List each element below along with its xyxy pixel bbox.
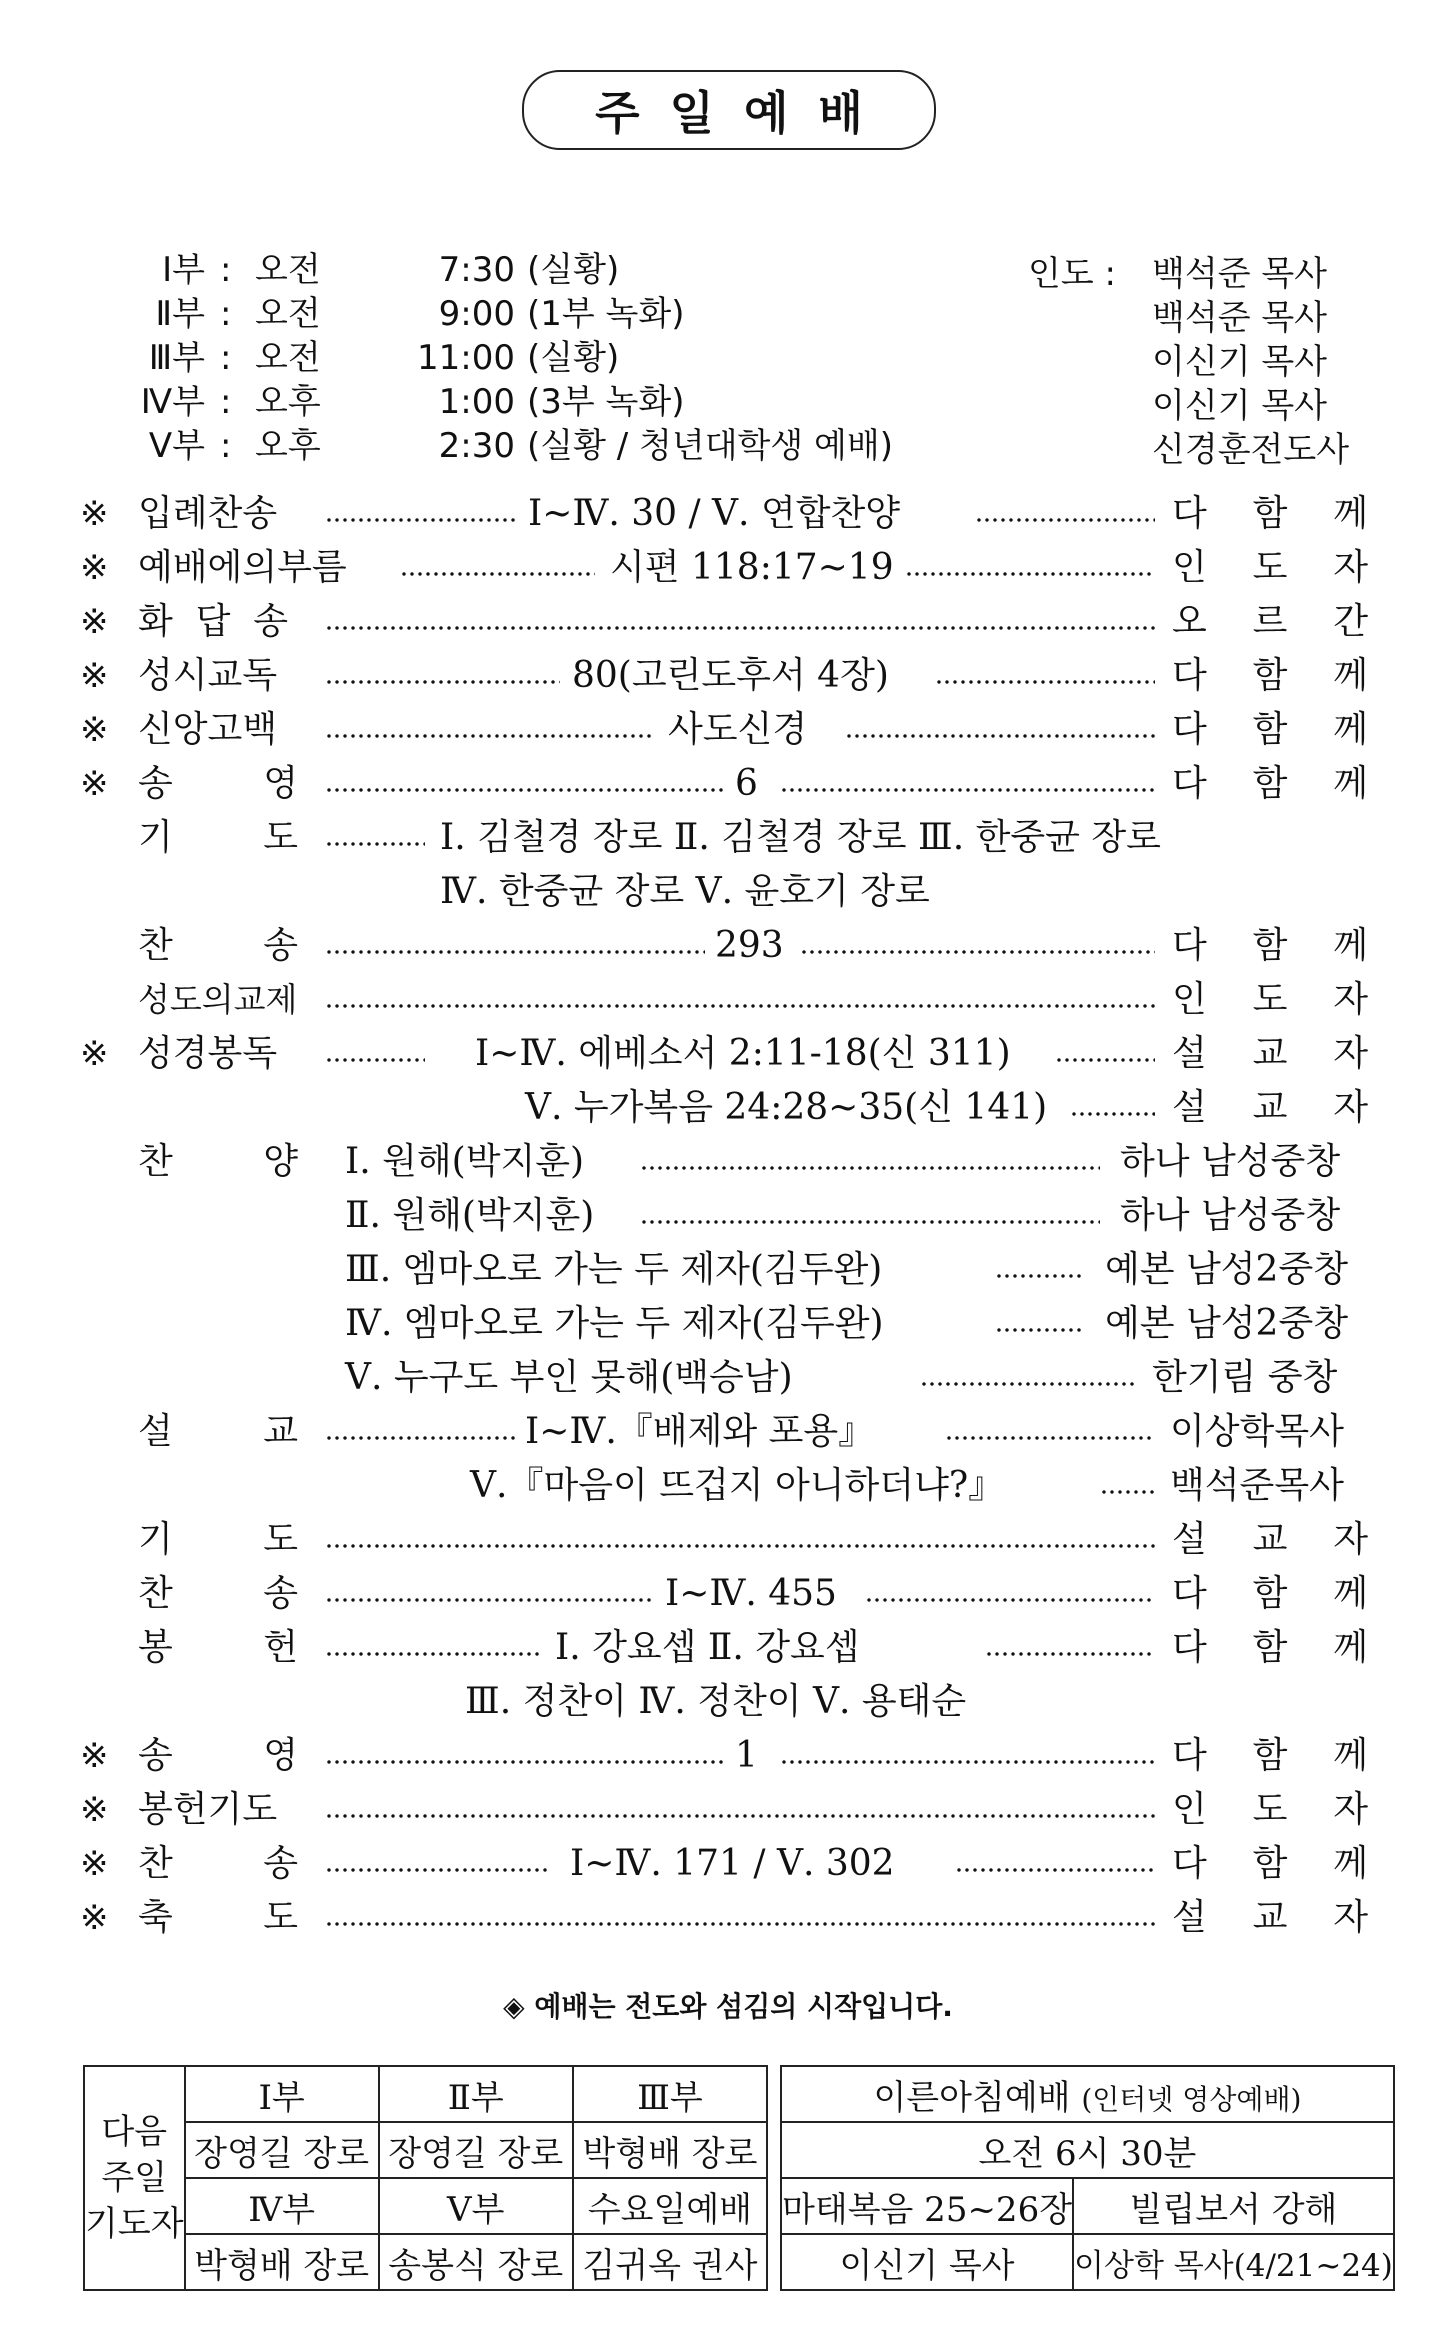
- order-row: [0, 1891, 1456, 1945]
- order-row: [0, 973, 1456, 1027]
- morning-title-note: (인터넷 영상예배): [1081, 2082, 1302, 2116]
- order-content: 6: [735, 763, 758, 804]
- leader-dots: [325, 1621, 540, 1675]
- order-row-continuation: [0, 1459, 1456, 1513]
- leader-dots: [325, 919, 705, 973]
- morning-study: 빌립보서 강해: [1073, 2178, 1394, 2234]
- order-label: 입례찬송: [138, 493, 278, 534]
- leader-dots: [985, 1621, 1155, 1675]
- leader-dots: [640, 1189, 1100, 1243]
- leader-dots: [920, 1351, 1135, 1405]
- order-row: [0, 595, 1456, 649]
- order-row: [0, 1027, 1456, 1081]
- leader-dots: [845, 703, 1155, 757]
- order-row-continuation: [0, 1351, 1456, 1405]
- title-box: [522, 70, 936, 150]
- order-person: 인 도 자: [1172, 1789, 1368, 1830]
- service-desc: (3부 녹화): [527, 382, 685, 422]
- order-label: 송 영: [138, 1735, 298, 1776]
- leader-dots: [325, 703, 655, 757]
- anthem-choir: 예본 남성2중창: [1105, 1303, 1349, 1344]
- order-row-continuation: [0, 1243, 1456, 1297]
- order-row: [0, 1567, 1456, 1621]
- leader-dots: [325, 649, 560, 703]
- leader-dots: [945, 1405, 1155, 1459]
- order-content: 사도신경: [668, 709, 808, 750]
- service-ampm: 오후: [255, 382, 321, 422]
- service-time: 7:30: [438, 250, 515, 290]
- leader-dots: [325, 811, 425, 865]
- table-cell: 송봉식 장로: [379, 2234, 573, 2290]
- order-label: 기 도: [138, 817, 298, 858]
- order-row: [0, 1135, 1456, 1189]
- service-part: Ⅳ부: [140, 382, 205, 422]
- order-person: 인 도 자: [1172, 547, 1368, 588]
- morning-title: 이른아침예배: [873, 2077, 1071, 2118]
- leader-name: 백석준 목사: [1152, 254, 1328, 294]
- order-person: 다 함 께: [1172, 1843, 1368, 1884]
- order-label: 예배에의부름: [138, 547, 347, 588]
- leader-dots: [865, 1567, 1155, 1621]
- morning-leader: 이신기 목사: [781, 2234, 1073, 2290]
- anthem-title: Ⅰ. 원해(박지훈): [345, 1141, 585, 1182]
- order-row: [0, 757, 1456, 811]
- leader-dots: [1070, 1081, 1155, 1135]
- service-desc: (실황): [527, 338, 620, 378]
- order-person: 설 교 자: [1172, 1897, 1368, 1938]
- order-person: 설 교 자: [1172, 1519, 1368, 1560]
- order-label: 찬 송: [138, 1573, 298, 1614]
- service-part: Ⅲ부: [148, 338, 205, 378]
- leader-dots: [640, 1135, 1100, 1189]
- order-row: [0, 487, 1456, 541]
- order-label: 찬 양: [138, 1141, 298, 1182]
- order-row-continuation: [0, 1675, 1456, 1729]
- morning-time: 오전 6시 30분: [781, 2122, 1394, 2178]
- anthem-choir: 하나 남성중창: [1120, 1141, 1341, 1182]
- order-person: 다 함 께: [1172, 1627, 1368, 1668]
- service-time: 9:00: [438, 294, 515, 334]
- order-content: 293: [715, 925, 784, 966]
- colon: :: [220, 250, 232, 290]
- leader-dots: [955, 1837, 1155, 1891]
- service-ampm: 오후: [255, 426, 321, 466]
- leader-dots: [325, 1027, 425, 1081]
- order-person: 이상학목사: [1170, 1411, 1344, 1452]
- leader-dots: [995, 1297, 1085, 1351]
- order-content: Ⅰ~Ⅳ. 에베소서 2:11-18(신 311): [475, 1033, 1011, 1074]
- mark-symbol: ※: [80, 494, 109, 534]
- page-title: 주일예배: [595, 86, 893, 140]
- order-label: 화 답 송: [138, 601, 288, 642]
- leader-dots: [325, 1567, 655, 1621]
- anthem-title: Ⅴ. 누구도 부인 못해(백승남): [345, 1357, 793, 1398]
- order-row-continuation: [0, 1081, 1456, 1135]
- order-row-continuation: [0, 1297, 1456, 1351]
- order-content: 1: [735, 1735, 758, 1776]
- order-content: Ⅰ~Ⅳ.『배제와 포용』: [525, 1411, 875, 1452]
- order-content: 80(고린도후서 4장): [572, 655, 889, 696]
- prayer-schedule-table: [83, 2065, 768, 2291]
- service-ampm: 오전: [255, 250, 321, 290]
- order-row: [0, 649, 1456, 703]
- order-row: [0, 1783, 1456, 1837]
- table-cell: 박형배 장로: [573, 2122, 767, 2178]
- order-row: [0, 1837, 1456, 1891]
- order-row: [0, 703, 1456, 757]
- table-header-cell: Ⅰ부: [185, 2066, 379, 2122]
- colon: :: [220, 426, 232, 466]
- service-ampm: 오전: [255, 338, 321, 378]
- leader-dots: [975, 487, 1155, 541]
- order-person: 다 함 께: [1172, 1735, 1368, 1776]
- morning-book: 마태복음 25~26장: [781, 2178, 1073, 2234]
- leader-label: 인도 :: [1028, 254, 1116, 294]
- notice-text: ◈ 예배는 전도와 섬김의 시작입니다.: [503, 1990, 953, 2023]
- leader-dots: [780, 1729, 1155, 1783]
- leader-dots: [905, 541, 1155, 595]
- leader-name: 이신기 목사: [1152, 342, 1328, 382]
- order-row: [0, 1513, 1456, 1567]
- mark-symbol: ※: [80, 548, 109, 588]
- order-person: 설 교 자: [1172, 1033, 1368, 1074]
- colon: :: [220, 294, 232, 334]
- colon: :: [220, 382, 232, 422]
- leader-dots: [325, 1783, 1155, 1837]
- leader-dots: [325, 973, 1155, 1027]
- order-label: 축 도: [138, 1897, 298, 1938]
- order-person: 다 함 께: [1172, 1573, 1368, 1614]
- order-label: 성경봉독: [138, 1033, 278, 1074]
- order-person: 다 함 께: [1172, 925, 1368, 966]
- service-time: 1:00: [438, 382, 515, 422]
- order-row-continuation: [0, 865, 1456, 919]
- leader-name: 이신기 목사: [1152, 386, 1328, 426]
- order-content: Ⅰ. 강요셉 Ⅱ. 강요셉: [555, 1627, 860, 1668]
- leader-dots: [325, 1513, 1155, 1567]
- leader-dots: [400, 541, 595, 595]
- order-person: 다 함 께: [1172, 763, 1368, 804]
- service-desc: (실황 / 청년대학생 예배): [527, 426, 894, 466]
- leader-dots: [325, 1891, 1155, 1945]
- leader-dots: [325, 1405, 515, 1459]
- leader-name: 신경훈전도사: [1152, 430, 1350, 470]
- leader-dots: [935, 649, 1155, 703]
- order-row: [0, 811, 1456, 865]
- morning-leader: 이상학 목사(4/21~24): [1073, 2234, 1394, 2290]
- order-person: 설 교 자: [1172, 1087, 1368, 1128]
- table-header-cell: Ⅲ부: [573, 2066, 767, 2122]
- service-desc: (1부 녹화): [527, 294, 685, 334]
- order-person: 다 함 께: [1172, 655, 1368, 696]
- table-header-cell: 수요일예배: [573, 2178, 767, 2234]
- mark-symbol: ※: [80, 1034, 109, 1074]
- order-label: 송 영: [138, 763, 298, 804]
- order-content: Ⅴ.『마음이 뜨겁지 아니하더냐?』: [470, 1465, 1005, 1506]
- leader-dots: [325, 595, 1155, 649]
- order-person: 오 르 간: [1172, 601, 1368, 642]
- leader-dots: [325, 1837, 550, 1891]
- service-ampm: 오전: [255, 294, 321, 334]
- table-cell: 박형배 장로: [185, 2234, 379, 2290]
- order-person: 다 함 께: [1172, 709, 1368, 750]
- mark-symbol: ※: [80, 710, 109, 750]
- order-label: 기 도: [138, 1519, 298, 1560]
- order-row: [0, 1729, 1456, 1783]
- order-row: [0, 1405, 1456, 1459]
- colon: :: [220, 338, 232, 378]
- table-header-cell: Ⅴ부: [379, 2178, 573, 2234]
- order-row: [0, 1621, 1456, 1675]
- leader-dots: [325, 1729, 725, 1783]
- table-header-cell: Ⅱ부: [379, 2066, 573, 2122]
- order-content: Ⅰ~Ⅳ. 30 / Ⅴ. 연합찬양: [528, 493, 901, 534]
- order-content: Ⅴ. 누가복음 24:28~35(신 141): [525, 1087, 1048, 1128]
- order-content: Ⅳ. 한중균 장로 Ⅴ. 윤호기 장로: [440, 871, 930, 912]
- leader-dots: [325, 487, 515, 541]
- table-cell: 장영길 장로: [185, 2122, 379, 2178]
- leader-dots: [325, 757, 725, 811]
- order-content: Ⅰ~Ⅳ. 455: [665, 1573, 837, 1614]
- table-cell: 김귀옥 권사: [573, 2234, 767, 2290]
- mark-symbol: ※: [80, 602, 109, 642]
- order-content: Ⅰ~Ⅳ. 171 / Ⅴ. 302: [570, 1843, 895, 1884]
- prayer-side-label: 다음 주일 기도자: [84, 2066, 185, 2290]
- mark-symbol: ※: [80, 656, 109, 696]
- leader-dots: [1055, 1027, 1155, 1081]
- anthem-title: Ⅳ. 엠마오로 가는 두 제자(김두완): [345, 1303, 884, 1344]
- mark-symbol: ※: [80, 764, 109, 804]
- order-person: 백석준목사: [1170, 1465, 1344, 1506]
- mark-symbol: ※: [80, 1844, 109, 1884]
- service-part: Ⅴ부: [148, 426, 205, 466]
- order-label: 찬 송: [138, 1843, 298, 1884]
- mark-symbol: ※: [80, 1898, 109, 1938]
- order-content: Ⅲ. 정찬이 Ⅳ. 정찬이 Ⅴ. 용태순: [465, 1681, 967, 1722]
- leader-dots: [995, 1243, 1085, 1297]
- anthem-title: Ⅱ. 원해(박지훈): [345, 1195, 595, 1236]
- anthem-choir: 예본 남성2중창: [1105, 1249, 1349, 1290]
- order-row: [0, 541, 1456, 595]
- anthem-title: Ⅲ. 엠마오로 가는 두 제자(김두완): [345, 1249, 883, 1290]
- order-content: 시편 118:17~19: [610, 547, 894, 588]
- order-label: 설 교: [138, 1411, 298, 1452]
- service-time: 2:30: [438, 426, 515, 466]
- order-person: 다 함 께: [1172, 493, 1368, 534]
- leader-dots: [1100, 1459, 1155, 1513]
- order-content: Ⅰ. 김철경 장로 Ⅱ. 김철경 장로 Ⅲ. 한중균 장로: [440, 817, 1161, 858]
- leader-dots: [800, 919, 1155, 973]
- order-label: 신앙고백: [138, 709, 278, 750]
- mark-symbol: ※: [80, 1736, 109, 1776]
- morning-title-cell: [781, 2066, 1394, 2122]
- anthem-choir: 한기림 중창: [1152, 1357, 1338, 1398]
- order-person: 인 도 자: [1172, 979, 1368, 1020]
- service-part: Ⅰ부: [162, 250, 205, 290]
- mark-symbol: ※: [80, 1790, 109, 1830]
- table-cell: 장영길 장로: [379, 2122, 573, 2178]
- order-label: 성도의교제: [138, 980, 298, 1019]
- table-header-cell: Ⅳ부: [185, 2178, 379, 2234]
- morning-service-table: [780, 2065, 1395, 2291]
- order-row: [0, 919, 1456, 973]
- leader-dots: [780, 757, 1155, 811]
- order-label: 봉헌기도: [138, 1789, 278, 1830]
- leader-name: 백석준 목사: [1152, 298, 1328, 338]
- order-label: 찬 송: [138, 925, 298, 966]
- anthem-choir: 하나 남성중창: [1120, 1195, 1341, 1236]
- order-label: 성시교독: [138, 655, 278, 696]
- order-label: 봉 헌: [138, 1627, 298, 1668]
- service-desc: (실황): [527, 250, 620, 290]
- order-row-continuation: [0, 1189, 1456, 1243]
- service-part: Ⅱ부: [155, 294, 205, 334]
- service-time: 11:00: [417, 338, 515, 378]
